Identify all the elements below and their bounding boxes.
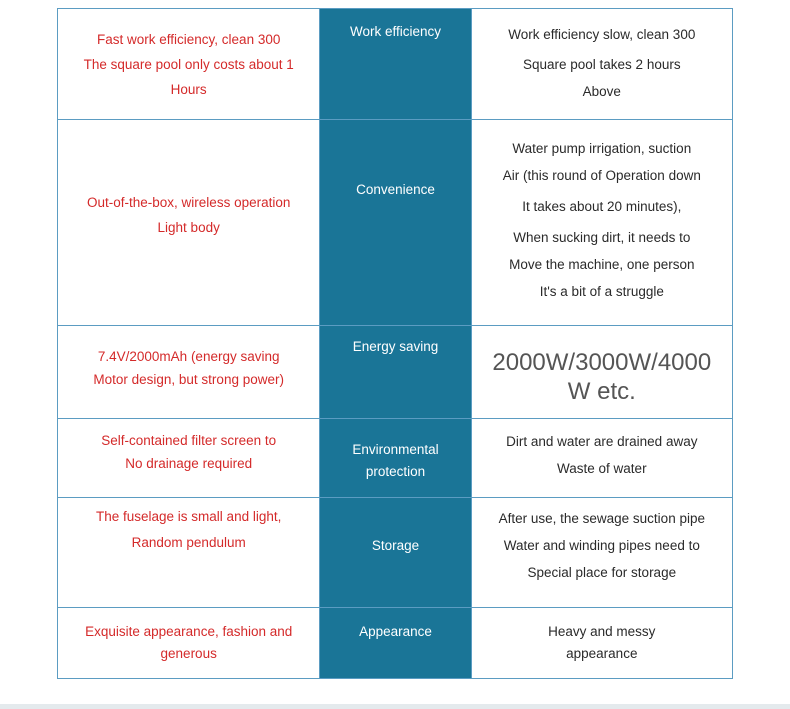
left-cell [58,120,320,326]
cell-text: Random pendulum [131,535,246,550]
feature-label-cell [320,608,471,679]
comparison-table [57,8,733,679]
cell-text: Light body [157,220,220,235]
cell-text: W etc. [567,378,636,405]
feature-label: Environmental [352,442,439,457]
feature-label-cell [320,120,471,326]
cell-text: The square pool only costs about 1 [83,57,294,72]
cell-text: Out-of-the-box, wireless operation [87,195,291,210]
right-cell [471,608,732,679]
cell-text: Above [582,84,621,99]
feature-label: protection [365,464,426,479]
left-cell [58,326,320,419]
table-row-convenience [58,120,733,326]
page-bottom-divider [0,704,790,709]
feature-label: Work efficiency [349,24,441,39]
table-row-storage [58,498,733,608]
left-cell [58,608,320,679]
cell-text: Move the machine, one person [509,257,695,272]
feature-label-cell [320,419,471,498]
right-cell [471,326,732,419]
cell-text: 7.4V/2000mAh (energy saving [97,349,280,364]
cell-text: Dirt and water are drained away [506,434,698,449]
cell-text: Work efficiency slow, clean 300 [508,27,696,42]
right-cell [471,498,732,608]
cell-text: When sucking dirt, it needs to [513,230,691,245]
feature-label-cell [320,498,471,608]
cell-text: generous [160,646,217,661]
cell-text: appearance [566,646,638,661]
feature-label-cell [320,9,471,120]
cell-text: Water pump irrigation, suction [512,141,692,156]
left-cell [58,9,320,120]
cell-text: Square pool takes 2 hours [522,57,681,72]
cell-text: 2000W/3000W/4000 [492,349,712,376]
cell-text: Exquisite appearance, fashion and [85,624,293,639]
table-row-work-efficiency [58,9,733,120]
cell-text: Heavy and messy [548,624,656,639]
left-cell [58,419,320,498]
table-row-appearance [58,608,733,679]
right-cell [471,419,732,498]
cell-text: The fuselage is small and light, [96,509,282,524]
cell-text: Hours [170,82,207,97]
cell-text: Air (this round of Operation down [502,168,701,183]
feature-label: Appearance [359,624,432,639]
cell-text: It's a bit of a struggle [539,284,664,299]
cell-text: It takes about 20 minutes), [522,199,682,214]
table-row-energy-saving [58,326,733,419]
right-cell [471,120,732,326]
cell-text: Self-contained filter screen to [101,433,277,448]
cell-text: Fast work efficiency, clean 300 [97,32,281,47]
table-row-environmental-protection [58,419,733,498]
cell-text: No drainage required [125,456,253,471]
cell-text: Water and winding pipes need to [503,538,700,553]
cell-text: Special place for storage [527,565,677,580]
feature-label-cell [320,326,471,419]
left-cell [58,498,320,608]
cell-text: Waste of water [557,461,647,476]
right-cell [471,9,732,120]
feature-label: Energy saving [352,339,439,354]
cell-text: After use, the sewage suction pipe [498,511,705,526]
cell-text: Motor design, but strong power) [93,372,284,387]
feature-label: Storage [371,538,420,553]
feature-label: Convenience [356,182,435,197]
